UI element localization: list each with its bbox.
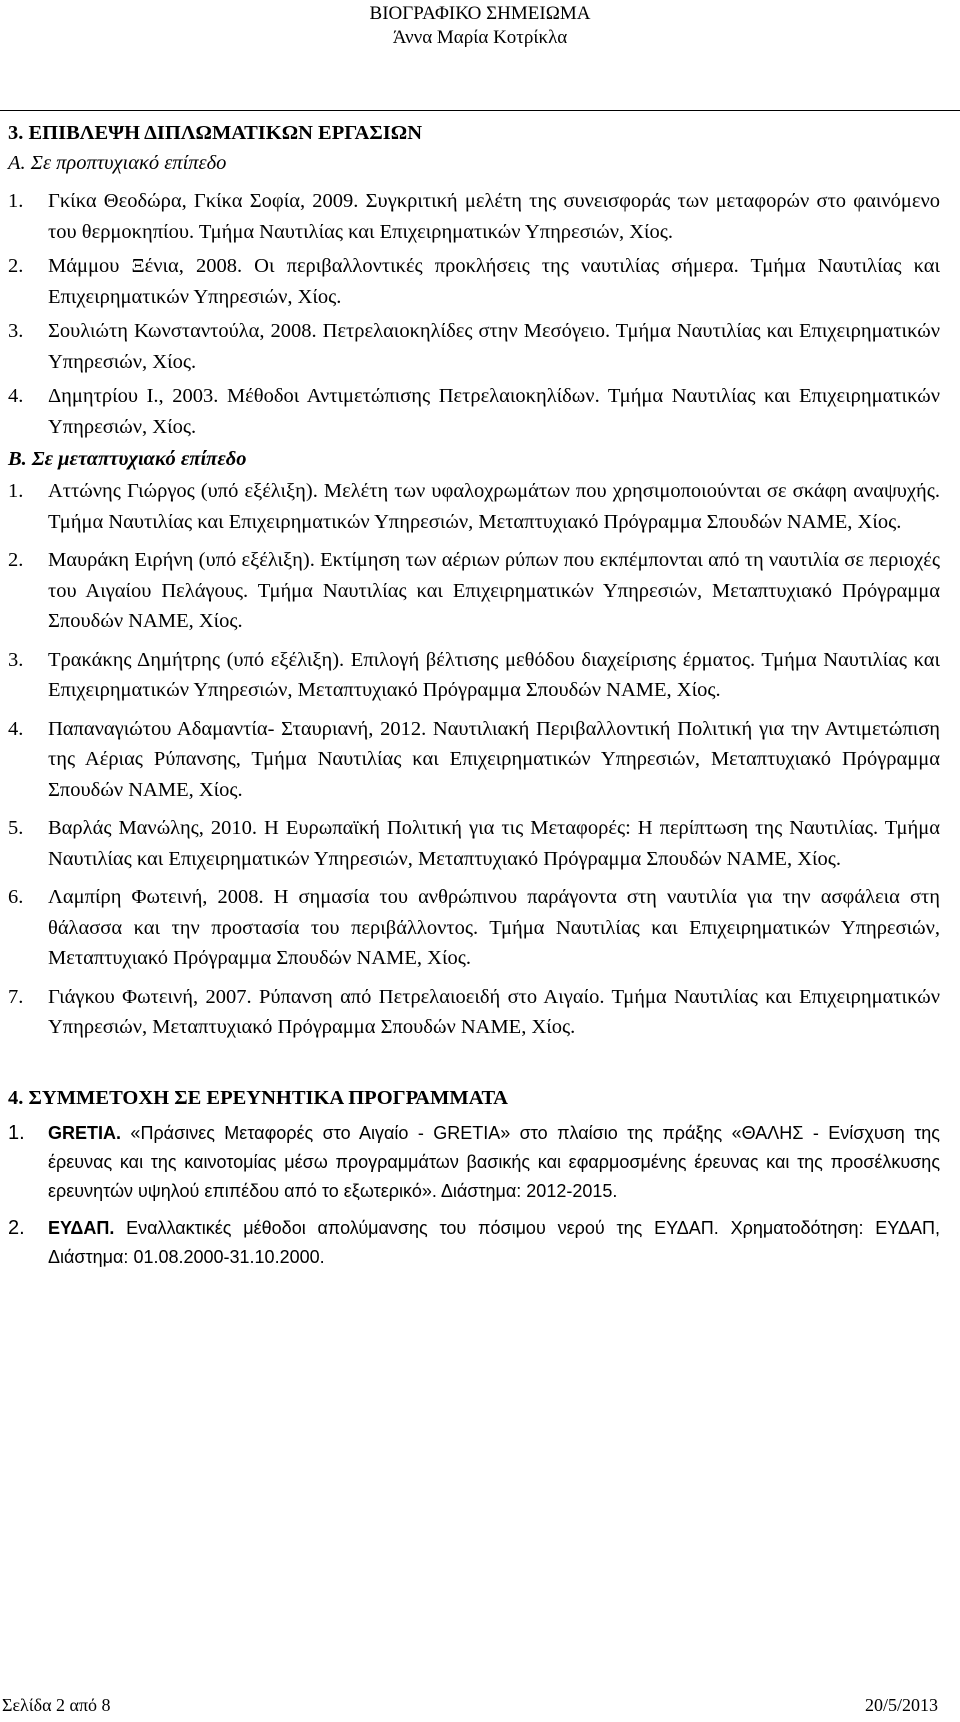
item-text: Εναλλακτικές μέθοδοι απολύμανσης του πόσιμου νερού της ΕΥΔΑΠ. Χρηματοδότηση: ΕΥΔΑΠ, Διάστημα: 01.08.2000-31.10.2000.: [48, 1217, 940, 1267]
page-header: [0, 2, 960, 50]
item-number: 4.: [8, 717, 24, 740]
item-text: Γιάγκου Φωτεινή, 2007. Ρύπανση από Πετρελαιοειδή στο Αιγαίο. Τμήμα Ναυτιλίας και Επιχειρηματικών Υπηρεσιών, Μεταπτυχιακό Πρόγραμμα Σπουδών ΝΑΜΕ, Χίος.: [48, 985, 940, 1038]
document-title: ΒΙΟΓΡΑΦΙΚΟ ΣΗΜΕΙΩΜΑ: [369, 3, 591, 24]
item-text: Αττώνης Γιώργος (υπό εξέλιξη). Μελέτη των υφαλοχρωμάτων που χρησιμοποιούνται σε σκάφη αναψυχής. Τμήμα Ναυτιλίας και Επιχειρηματικών Υπηρεσιών, Μεταπτυχιακό Πρόγραμμα Σπουδών ΝΑΜΕ, Χίος.: [48, 480, 940, 533]
page-number: Σελίδα 2 από 8: [2, 1695, 111, 1715]
item-number: 1.: [8, 480, 24, 502]
list-item: [8, 377, 940, 442]
program-name: GRETIA.: [48, 1122, 122, 1143]
author-name: Άννα Μαρία Κοτρίκλα: [392, 27, 568, 48]
item-number: 2.: [8, 1216, 25, 1239]
item-number: 6.: [8, 886, 24, 908]
item-text: Παπαναγιώτου Αδαμαντία- Σταυριανή, 2012. Ναυτιλιακή Περιβαλλοντική Πολιτική για την Αντιμετώπιση της Αέριας Ρύπανσης, Τμήμα Ναυτιλίας και Επιχειρηματικών Υπηρεσιών, Μεταπτυχιακό Πρόγραμμα Σπουδών ΝΑΜΕ, Χίος.: [48, 717, 940, 801]
item-number: 7.: [8, 985, 24, 1008]
undergrad-thesis-list: [8, 178, 940, 442]
item-number: 3.: [8, 320, 24, 342]
item-number: 1.: [8, 190, 24, 212]
list-item: [8, 706, 940, 806]
item-text: Δημητρίου Ι., 2003. Μέθοδοι Αντιμετώπισης Πετρελαιοκηλίδων. Τμήμα Ναυτιλίας και Επιχειρηματικών Υπηρεσιών, Χίος.: [48, 385, 940, 438]
item-number: 5.: [8, 817, 24, 839]
postgrad-thesis-list: [8, 474, 940, 1043]
list-item: [8, 474, 940, 537]
research-programs-list: [8, 1113, 940, 1272]
item-text: Μαυράκη Ειρήνη (υπό εξέλιξη). Εκτίμηση των αέριων ρύπων που εκπέμπονται από τη ναυτιλία σε περιοχές του Αιγαίου Πελάγους. Τμήμα Ναυτιλίας και Επιχειρηματικών Υπηρεσιών, Μεταπτυχιακό Πρόγραμμα Σπουδών ΝΑΜΕ, Χίος.: [48, 549, 940, 632]
page-content: [8, 118, 940, 1272]
list-item: [8, 537, 940, 637]
item-number: 1.: [8, 1121, 25, 1144]
list-item: [8, 1206, 940, 1272]
list-item: [8, 312, 940, 377]
page-footer: [0, 1694, 960, 1716]
item-number: 2.: [8, 549, 24, 571]
item-number: 2.: [8, 255, 24, 277]
list-item: [8, 874, 940, 974]
subsection-b-heading: Β. Σε μεταπτυχιακό επίπεδο: [8, 448, 247, 470]
section-3-heading: 3. ΕΠΙΒΛΕΨΗ ΔΙΠΛΩΜΑΤΙΚΩΝ ΕΡΓΑΣΙΩΝ: [8, 122, 422, 144]
item-text: Βαρλάς Μανώλης, 2010. Η Ευρωπαϊκή Πολιτική για τις Μεταφορές: Η περίπτωση της Ναυτιλίας. Τμήμα Ναυτιλίας και Επιχειρηματικών Υπηρεσιών, Μεταπτυχιακό Πρόγραμμα Σπουδών ΝΑΜΕ, Χίος.: [48, 817, 940, 870]
item-text: Λαμπίρη Φωτεινή, 2008. Η σημασία του ανθρώπινου παράγοντα στη ναυτιλία για την ασφάλεια στη θάλασσα και την προστασία του περιβάλλοντος. Τμήμα Ναυτιλίας και Επιχειρηματικών Υπηρεσιών, Μεταπτυχιακό Πρόγραμμα Σπουδών ΝΑΜΕ, Χίος.: [48, 886, 940, 969]
item-text: Γκίκα Θεοδώρα, Γκίκα Σοφία, 2009. Συγκριτική μελέτη της συνεισφοράς των μεταφορών στο φαινόμενο του θερμοκηπίου. Τμήμα Ναυτιλίας και Επιχειρηματικών Υπηρεσιών, Χίος.: [48, 190, 940, 243]
item-text: Τρακάκης Δημήτρης (υπό εξέλιξη). Επιλογή βέλτισης μεθόδου διαχείρισης έρματος. Τμήμα Ναυτιλίας και Επιχειρηματικών Υπηρεσιών, Μεταπτυχιακό Πρόγραμμα Σπουδών ΝΑΜΕ, Χίος.: [48, 648, 940, 701]
list-item: [8, 974, 940, 1043]
section-4-heading: 4. ΣΥΜΜΕΤΟΧΗ ΣΕ ΕΡΕΥΝΗΤΙΚΑ ΠΡΟΓΡΑΜΜΑΤΑ: [8, 1086, 508, 1109]
subsection-a-heading: Α. Σε προπτυχιακό επίπεδο: [8, 152, 227, 174]
item-text: Μάμμου Ξένια, 2008. Οι περιβαλλοντικές προκλήσεις της ναυτιλίας σήμερα. Τμήμα Ναυτιλίας και Επιχειρηματικών Υπηρεσιών, Χίος.: [48, 255, 940, 308]
list-item: [8, 637, 940, 706]
item-number: 4.: [8, 385, 24, 407]
header-divider: [0, 110, 960, 111]
list-item: [8, 178, 940, 247]
footer-date: 20/5/2013: [864, 1695, 938, 1715]
program-name: ΕΥΔΑΠ.: [48, 1217, 115, 1238]
item-text: Σουλιώτη Κωνσταντούλα, 2008. Πετρελαιοκηλίδες στην Μεσόγειο. Τμήμα Ναυτιλίας και Επιχειρηματικών Υπηρεσιών, Χίος.: [48, 320, 940, 373]
list-item: [8, 805, 940, 874]
list-item: [8, 247, 940, 312]
list-item: [8, 1113, 940, 1206]
item-number: 3.: [8, 648, 24, 671]
item-text: «Πράσινες Μεταφορές στο Αιγαίο - GRETIA» στο πλαίσιο της πράξης «ΘΑΛΗΣ - Ενίσχυση της έρευνας και της καινοτομίας μέσω προγραμμάτων βασικής και εφαρμοσμένης έρευνας και της προσέλκυσης ερευνητών υψηλού επιπέδου από το εξωτερικό». Διάστημα: 2012-2015.: [48, 1122, 940, 1201]
